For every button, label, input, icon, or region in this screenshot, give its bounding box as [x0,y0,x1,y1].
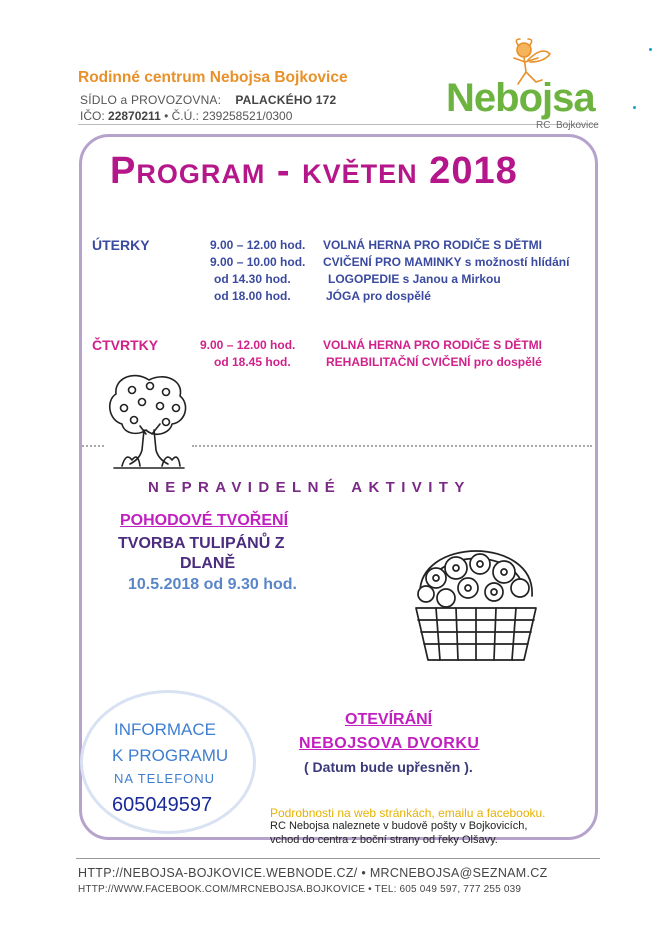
ico-value: 22870211 [108,109,161,123]
schedule-activity: VOLNÁ HERNA PRO RODIČE S DĚTMI [323,338,542,352]
footer-divider [76,858,600,859]
info-phone: 605049597 [112,794,213,816]
logo-wordmark: Nebojsa [446,76,595,120]
dotted-divider [82,445,104,447]
ico-label: IČO: [80,109,105,123]
logo-sub-rc: RC [536,120,551,131]
address-label: SÍDLO a PROVOZOVNA: [80,93,222,107]
details-line: Podrobnosti na web stránkách, emailu a facebooku. [270,806,546,820]
ids-line: IČO: 22870211 • Č.Ú.: 239258521/0300 [80,109,293,123]
schedule-activity: LOGOPEDIE s Janou a Mirkou [328,272,501,286]
footer-line: HTTP://NEBOJSA-BOJKOVICE.WEBNODE.CZ/ • MRCNEBOJSA@SEZNAM.CZ [78,866,548,880]
schedule-time: od 18.00 hod. [214,289,291,303]
schedule-time: od 18.45 hod. [214,355,291,369]
event-title: OTEVÍRÁNÍ [345,711,433,728]
address-line [80,93,336,107]
decor-dot [633,106,636,109]
info-line: INFORMACE [114,720,216,739]
schedule-time: 9.00 – 10.00 hod. [210,255,306,269]
tree-icon [104,370,194,474]
footer-web-link[interactable]: HTTP://NEBOJSA-BOJKOVICE.WEBNODE.CZ/ [78,866,358,880]
event-title: POHODOVÉ TVOŘENÍ [120,512,289,529]
tuesday-label: ÚTERKY [92,237,150,253]
schedule-time: 9.00 – 12.00 hod. [200,338,296,352]
schedule-activity: REHABILITAČNÍ CVIČENÍ pro dospělé [326,355,542,369]
footer-tel: TEL: 605 049 597, 777 255 039 [374,884,522,895]
schedule-activity: CVIČENÍ PRO MAMINKY s možností hlídání [323,255,570,269]
header-divider [78,124,598,125]
event-date: 10.5.2018 od 9.30 hod. [128,576,297,593]
details-line: vchod do centra z boční strany od řeky Olšavy. [270,834,498,846]
flower-basket-icon [396,516,556,668]
footer-facebook-link[interactable]: HTTP://WWW.FACEBOOK.COM/MRCNEBOJSA.BOJKOVICE [78,884,366,895]
event-note: ( Datum bude upřesněn ). [304,759,473,775]
details-line: RC Nebojsa naleznete v budově pošty v Bojkovicích, [270,820,528,832]
schedule-activity: JÓGA pro dospělé [326,289,431,303]
schedule-time: 9.00 – 12.00 hod. [210,238,306,252]
logo-sub-town: Bojkovice [556,120,599,131]
dotted-divider [192,445,592,447]
irregular-heading: NEPRAVIDELNÉ AKTIVITY [148,479,471,496]
schedule-activity: VOLNÁ HERNA PRO RODIČE S DĚTMI [323,238,542,252]
thursday-label: ČTVRTKY [92,337,159,353]
decor-dot [649,48,652,51]
cu-value: 239258521/0300 [202,109,293,123]
event-description: TVORBA TULIPÁNŮ Z [118,535,285,552]
cu-label: Č.Ú.: [171,109,199,123]
info-line: NA TELEFONU [114,771,216,786]
schedule-time: od 14.30 hod. [214,272,291,286]
footer-email-link[interactable]: MRCNEBOJSA@SEZNAM.CZ [369,866,548,880]
program-title: Program - květen 2018 [110,150,518,192]
event-title: NEBOJSOVA DVORKU [299,735,480,752]
org-name: Rodinné centrum Nebojsa Bojkovice [78,69,348,86]
logo-sub [536,120,599,131]
info-line: K PROGRAMU [112,746,229,765]
address-value: PALACKÉHO 172 [235,93,337,107]
event-description: DLANĚ [180,555,236,572]
footer-line: HTTP://WWW.FACEBOOK.COM/MRCNEBOJSA.BOJKOVICE • TEL: 605 049 597, 777 255 039 [78,884,522,895]
